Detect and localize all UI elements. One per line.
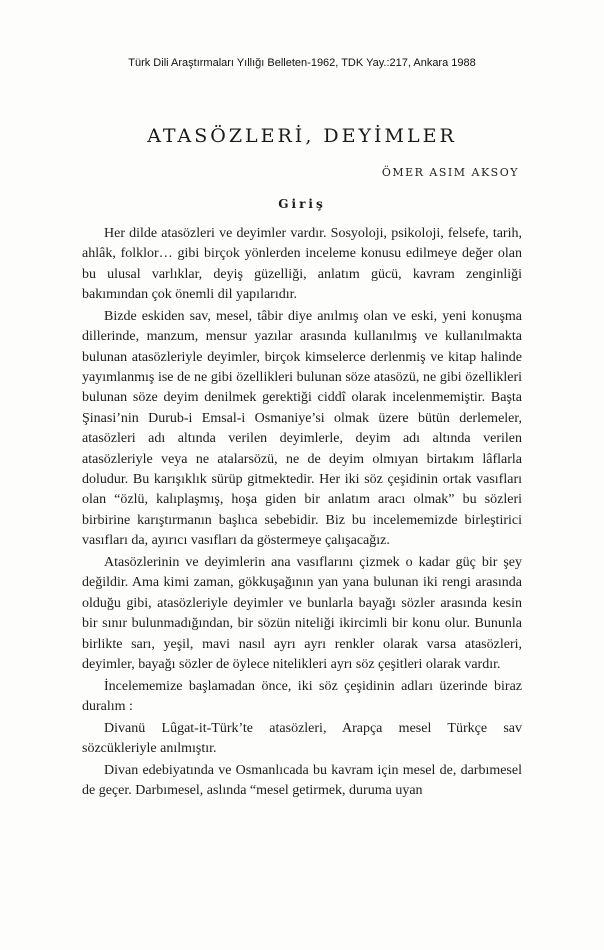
paragraph: İncelememize başlamadan önce, iki söz çeşidinin adları üzerinde biraz duralım : [82, 678, 522, 714]
article-title: ATASÖZLERİ, DEYİMLER [147, 125, 457, 147]
paragraph: Divanü Lûgat-it-Türk’te atasözleri, Arapça mesel Türkçe sav sözcükleriyle anılmıştır. [82, 720, 522, 756]
article-body [82, 224, 522, 803]
publication-header: Türk Dili Araştırmaları Yıllığı Belleten-1962, TDK Yay.:217, Ankara 1988 [128, 57, 476, 69]
author-name: ÖMER ASIM AKSOY [381, 166, 519, 179]
section-heading: Giriş [278, 197, 326, 211]
paragraph: Atasözlerinin ve deyimlerin ana vasıflarını çizmek o kadar güç bir şey değildir. Ama kimi zaman, gökkuşağının yan yana bulunan iki rengi arasında olduğu gibi, atasözleriyle deyimler ve bunlarla bayağı sözler arasında kesin bir sınır bulunmadığından, bir sözün niteliği ikircimli bir konu olur. Bununla birlikte sarı, yeşil, mavi nasıl ayrı ayrı renkler olarak varsa atasözleri, deyimler, bayağı sözler de öylece nitelikleri ayrı söz çeşitleri olarak vardır. [82, 554, 522, 672]
paragraph: Bizde eskiden sav, mesel, tâbir diye anılmış olan ve eski, yeni konuşma dillerinde, manzum, mensur yazılar arasında kullanılmış ve kullanılmakta bulunan atasözleriyle deyimler, birçok kimselerce derlenmiş ve kitap halinde yayımlanmış ise de ne gibi özellikleri bulunan söze atasözü, ne gibi özellikleri bulunan söze deyim denilmek gerektiği ciddî olarak incelenmemiştir. Başta Şinasi’nin Durub-i Emsal-i Osmaniye’si olmak üzere bütün derlemeler, atasözleri adı altında verilen deyimlerle, deyim adı altında verilen atasözleriyle veya ne atalarsözü, ne de deyim olmıyan birtakım lâflarla doludur. Bu karışıklık sürüp gitmektedir. Her iki söz çeşidinin ortak vasıfları olan “özlü, kalıplaşmış, hoşa giden bir anlatım aracı olmak” bu sözleri birbirine karıştırmanın başlıca sebebidir. Biz bu incelememizde birleştirici vasıfları da, ayırıcı vasıfları da göstermeye çalışacağız. [82, 308, 522, 549]
paragraph: Her dilde atasözleri ve deyimler vardır. Sosyoloji, psikoloji, felsefe, tarih, ahlâk, folklor… gibi birçok yönlerden inceleme konusu edilmeye değer olan bu ulusal varlıklar, deyiş güzelliği, anlatım gücü, kavram zenginliği bakımından çok önemli dil yapılarıdır. [82, 226, 522, 303]
paragraph: Divan edebiyatında ve Osmanlıcada bu kavram için mesel de, darbımesel de geçer. Darbımesel, aslında “mesel getirmek, duruma uyan [82, 762, 522, 798]
